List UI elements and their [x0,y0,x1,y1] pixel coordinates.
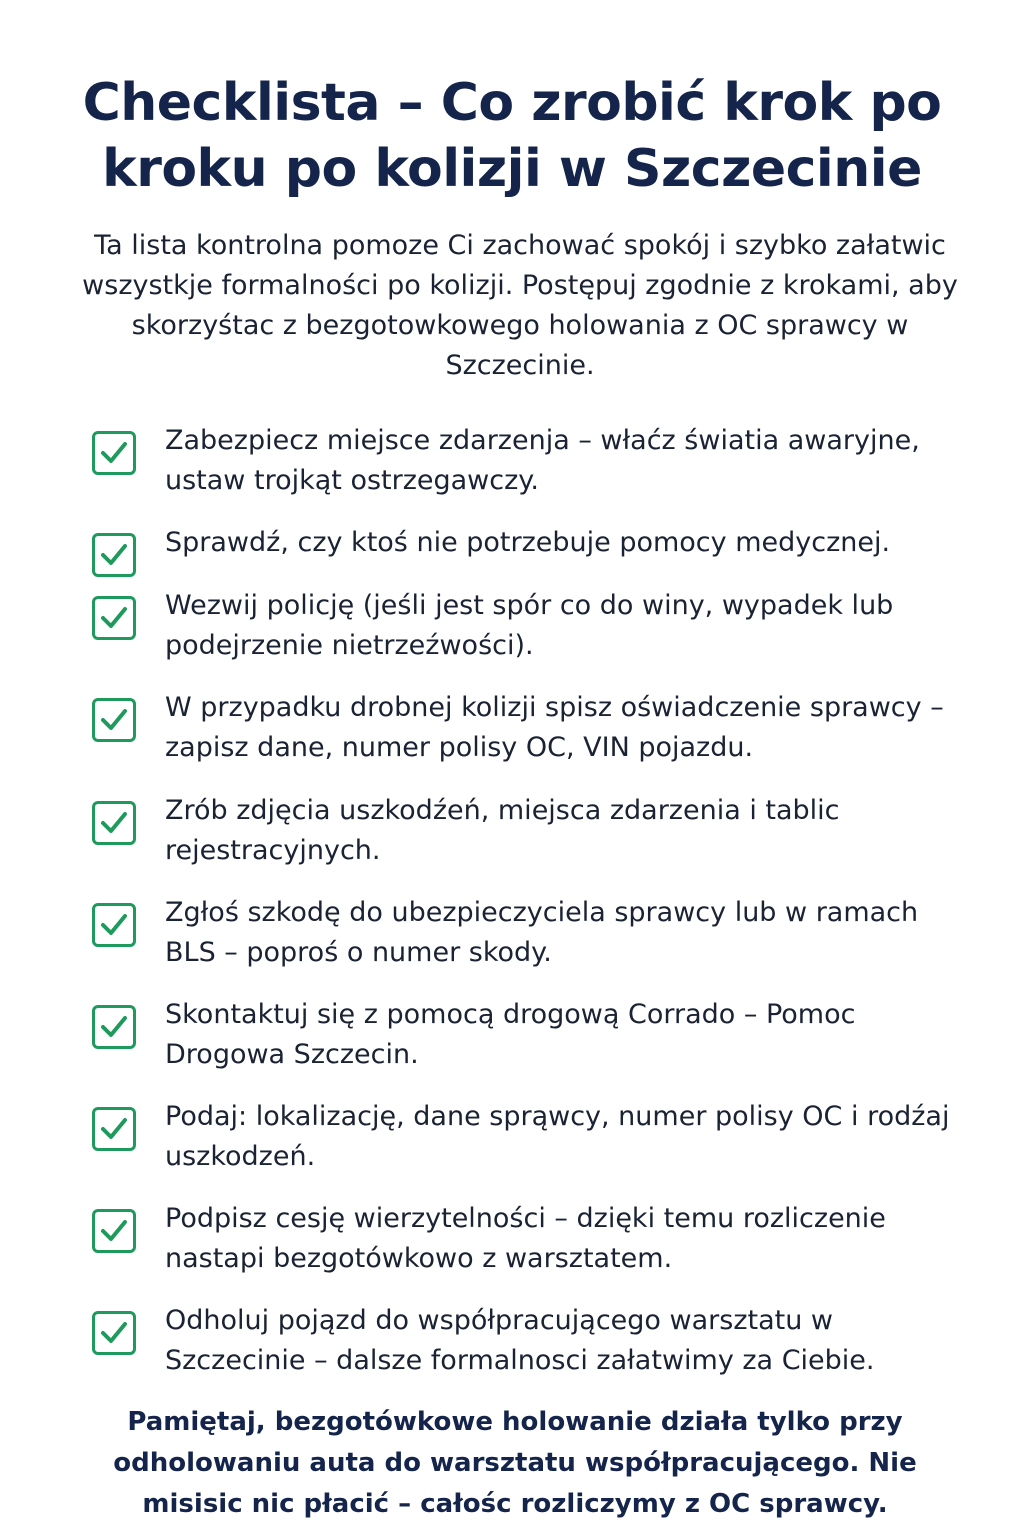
checkmark-icon [100,707,128,733]
checklist-item [90,688,970,778]
checkmark-icon [100,440,128,466]
checkmark-icon [100,912,128,938]
checkbox-checked-icon[interactable] [92,698,136,742]
checkmark-icon [100,1014,128,1040]
checklist-item-text: Zrób zdjęcia uszkodźeń, miejsca zdarzenia i tablic rejestracyjnych. [165,795,840,866]
checkmark-icon [100,542,128,568]
checkbox-checked-icon[interactable] [92,431,136,475]
checkmark-icon [100,605,128,631]
checkbox-checked-icon[interactable] [92,533,136,577]
checklist-item-text: Sprawdź, czy ktoś nie potrzebuje pomocy medycznej. [165,527,891,558]
checklist-item [90,791,970,881]
intro-paragraph: Ta lista kontrolna pomoze Ci zachować spokój i szybko załatwic wszystkje formalności po kolizji. Postępuj zgodnie z krokami, aby skorzyśtac z bezgotowkowego holowania z OC sprawcy w Szczecinie. [82,230,958,381]
checkbox-checked-icon[interactable] [92,903,136,947]
checklist-item-text: Wezwij policję (jeśli jest spór co do winy, wypadek lub podejrzenie nietrzeźwości). [165,590,894,661]
checklist-item [90,893,970,983]
checkbox-checked-icon[interactable] [92,1311,136,1355]
checklist-item-text: Podaj: lokalizację, dane sprąwcy, numer polisy OC i rodźaj uszkodzeń. [165,1101,950,1172]
checkmark-icon [100,1218,128,1244]
checkmark-icon [100,1116,128,1142]
checklist-item [90,1199,970,1289]
checklist-item [90,1301,970,1391]
checkbox-checked-icon[interactable] [92,1005,136,1049]
checklist-item-text: Skontaktuj się z pomocą drogową Corrado – Pomoc Drogowa Szczecin. [165,999,856,1070]
checklist-item [90,586,970,676]
page-title: Checklista – Co zrobić krok po kroku po kolizji w Szczecinie [82,73,942,199]
checkbox-checked-icon[interactable] [92,801,136,845]
checkbox-checked-icon[interactable] [92,596,136,640]
checklist-item-text: Zgłoś szkodę do ubezpieczyciela sprawcy lub w ramach BLS – poproś o numer skody. [165,897,919,968]
checklist-item-text: Zabezpiecz miejsce zdarzenja – właćz światia awaryjne, ustaw trojkąt ostrzegawczy. [165,425,920,496]
checklist-item [90,421,970,511]
checklist-item-text: Podpisz cesję wierzytelności – dzięki temu rozliczenie nastapi bezgotówkowo z warsztatem. [165,1203,886,1274]
checklist-item [90,995,970,1085]
checklist-item-text: W przypadku drobnej kolizji spisz oświadczenie sprawcy – zapisz dane, numer polisy OC, VIN pojazdu. [165,692,944,763]
checkmark-icon [100,1320,128,1346]
footer-note: Pamiętaj, bezgotówkowe holowanie działa tylko przy odholowaniu auta do warsztatu współpracującego. Nie misisic nic płacić – całośc rozliczymy z OC sprawcy. [113,1407,917,1519]
checkbox-checked-icon[interactable] [92,1107,136,1151]
checklist-item-text: Odholuj pojązd do współpracującego warsztatu w Szczecinie – dalsze formalnosci załatwimy za Ciebie. [165,1305,875,1376]
checkmark-icon [100,810,128,836]
checkbox-checked-icon[interactable] [92,1209,136,1253]
checklist-item [90,1097,970,1187]
